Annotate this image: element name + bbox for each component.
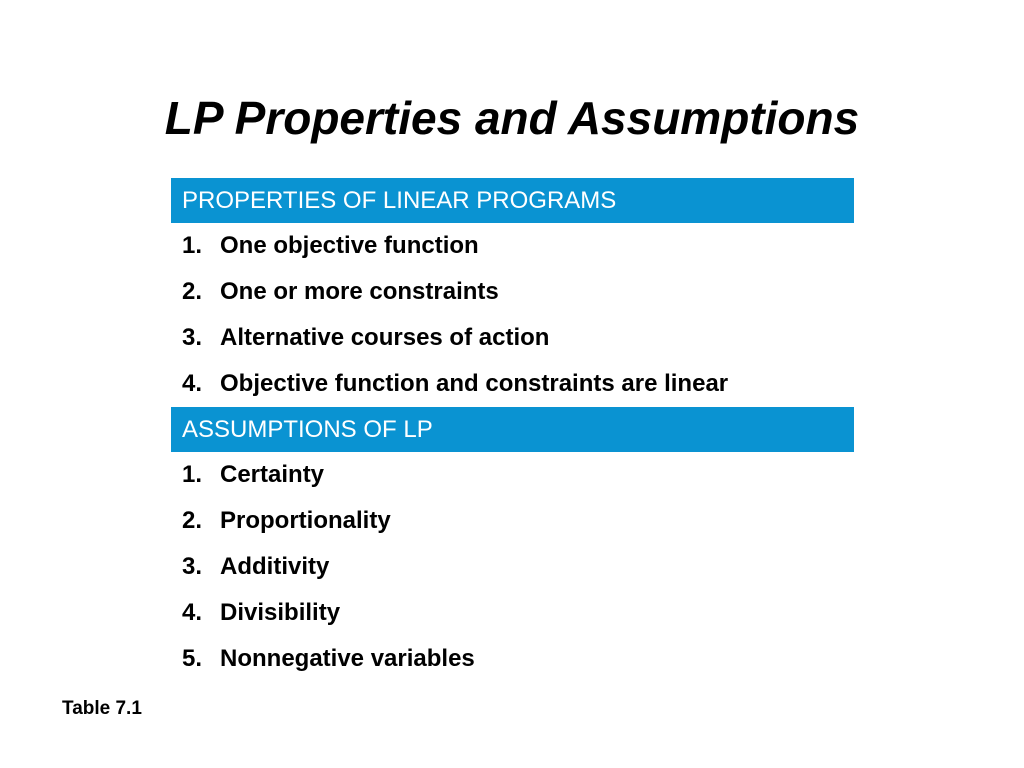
assumptions-item [171, 498, 854, 544]
item-number: 2. [182, 278, 203, 305]
item-number: 4. [182, 599, 203, 626]
assumptions-item [171, 452, 854, 498]
item-number: 2. [182, 507, 203, 534]
item-number: 5. [182, 645, 203, 672]
item-text: One or more constraints [220, 278, 499, 305]
assumptions-item [171, 590, 854, 636]
item-text: Divisibility [220, 599, 341, 626]
properties-item [171, 361, 854, 407]
properties-item [171, 315, 854, 361]
item-text: Nonnegative variables [220, 645, 475, 672]
item-number: 1. [182, 232, 203, 259]
item-text: One objective function [220, 232, 479, 259]
item-text: Objective function and constraints are linear [220, 370, 729, 397]
item-number: 4. [182, 370, 203, 397]
item-text: Additivity [220, 553, 330, 580]
assumptions-item [171, 636, 854, 682]
item-text: Certainty [220, 461, 325, 488]
assumptions-header: ASSUMPTIONS OF LP [171, 407, 854, 452]
lp-table [171, 178, 854, 682]
assumptions-list [171, 452, 854, 682]
assumptions-item [171, 544, 854, 590]
item-text: Alternative courses of action [220, 324, 550, 351]
properties-item [171, 223, 854, 269]
properties-item [171, 269, 854, 315]
table-caption: Table 7.1 [62, 698, 142, 719]
item-number: 1. [182, 461, 203, 488]
properties-list [171, 223, 854, 407]
item-number: 3. [182, 324, 203, 351]
item-text: Proportionality [220, 507, 391, 534]
properties-header: PROPERTIES OF LINEAR PROGRAMS [171, 178, 854, 223]
item-number: 3. [182, 553, 203, 580]
slide-title: LP Properties and Assumptions [164, 91, 860, 144]
